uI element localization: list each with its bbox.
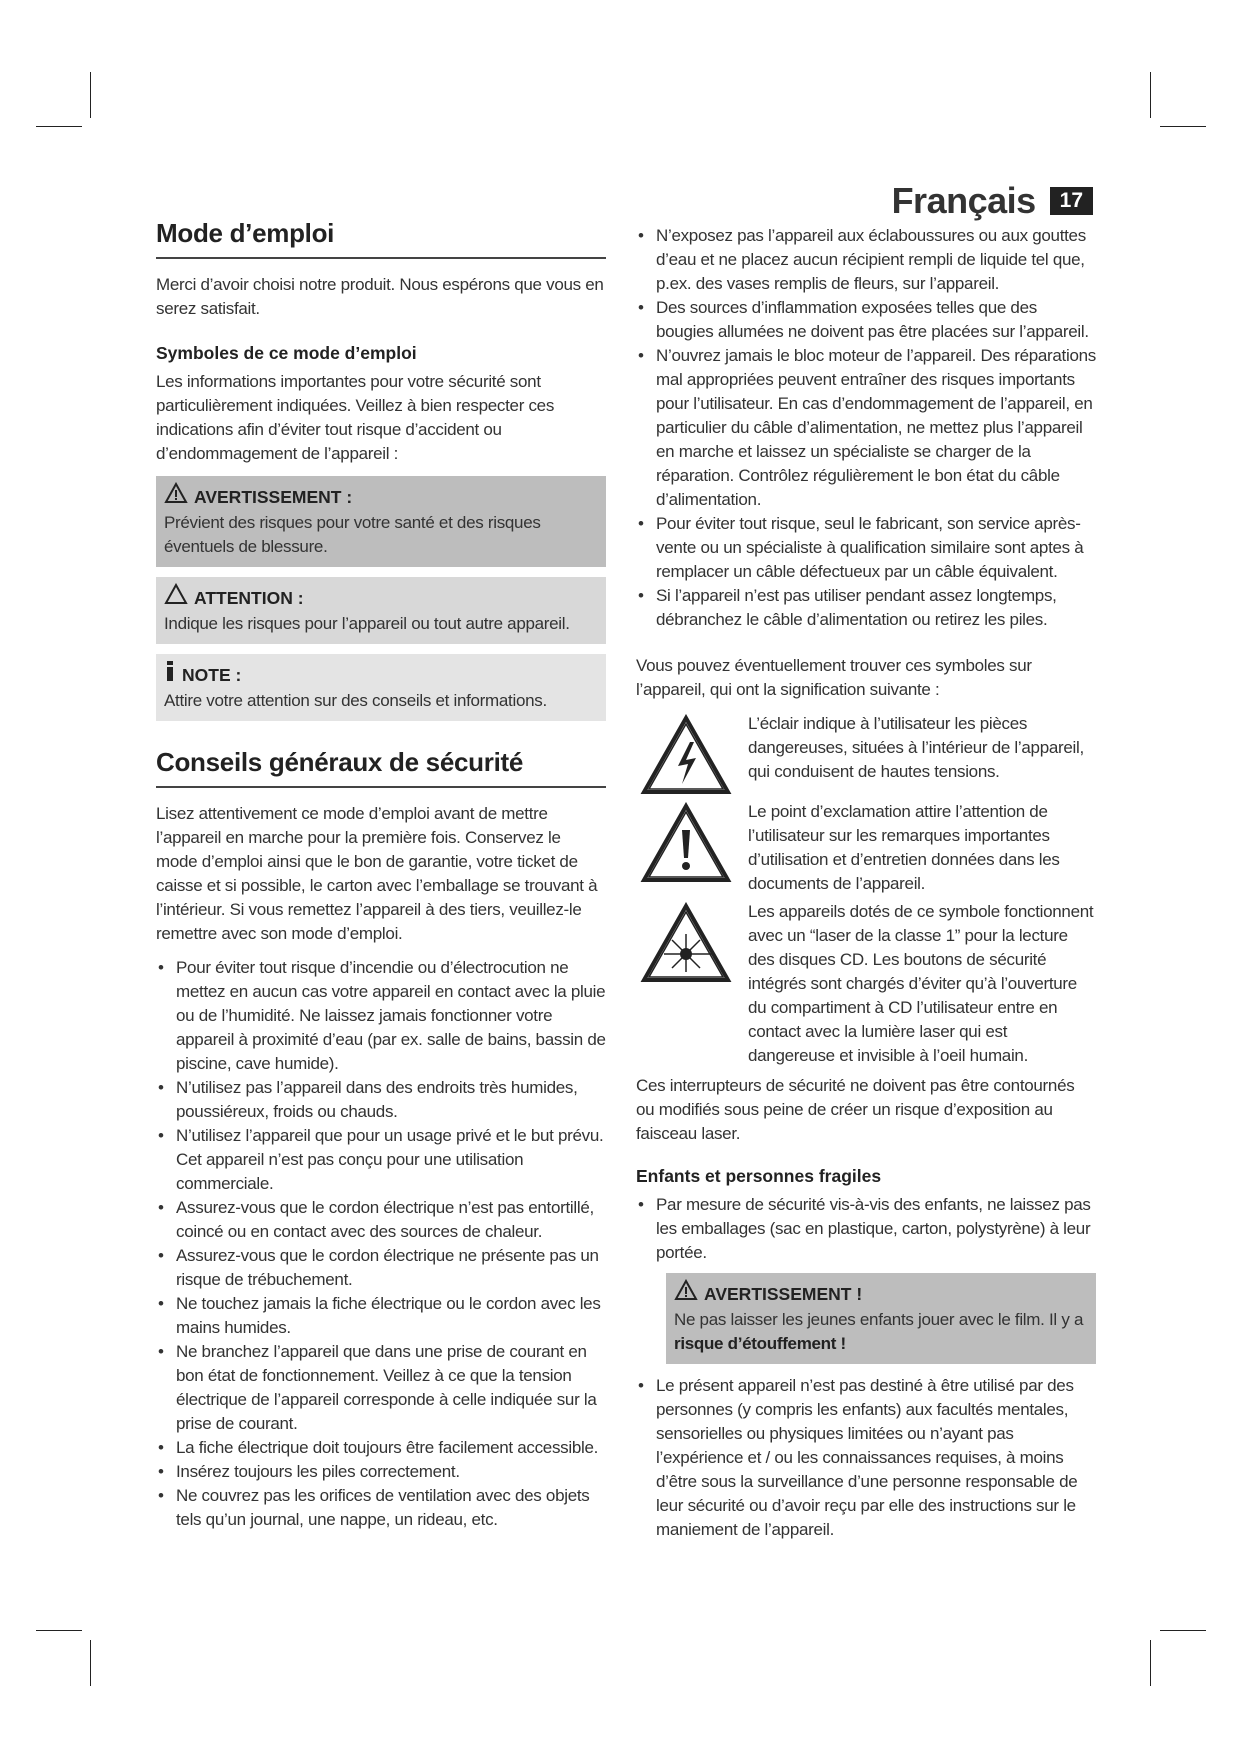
crop-mark [1150,1640,1151,1686]
switches-text: Ces interrupteurs de sécurité ne doivent pas être contournés ou modifiés sous peine de créer un risque d’exposition au faisceau laser. [636,1076,1075,1143]
list-item: • Pour éviter tout risque, seul le fabricant, son service après-vente ou un spécialiste à qualification similaire sont aptes à remplacer un câble défectueux par un câble équivalent. [636,512,1096,584]
safety-title: Conseils généraux de sécurité [156,747,606,788]
warning2-title: AVERTISSEMENT ! [704,1283,863,1304]
list-item: • Par mesure de sécurité vis-à-vis des enfants, ne laissez pas les emballages (sac en plastique, carton, polystyrène) à leur portée. [636,1193,1096,1265]
list-item: • N’ouvrez jamais le bloc moteur de l’appareil. Des réparations mal appropriées peuvent entraîner des risques importants pour l’utilisateur. En cas d’endommagement de l’appareil, en particulier du câble d’alimentation, ne mettez plus l’appareil en marche et laissez un spécialiste se charger de la réparation. Contrôlez régulièrement le bon état du câble d’alimentation. [636,344,1096,512]
symbols-heading: Symboles de ce mode d’emploi [156,343,417,363]
crop-mark [1150,72,1151,118]
warning-title: AVERTISSEMENT : [194,486,353,507]
list-item: • N’exposez pas l’appareil aux éclaboussures ou aux gouttes d’eau et ne placez aucun récipient rempli de liquide tel que, p.ex. des vases remplis de fleurs, sur l’appareil. [636,224,1096,296]
list-item: • Ne touchez jamais la fiche électrique ou le cordon avec les mains humides. [156,1292,606,1340]
crop-mark [90,72,91,118]
attention-text: Indique les risques pour l’appareil ou tout autre appareil. [164,614,570,633]
safety-intro: Lisez attentivement ce mode d’emploi avant de mettre l’appareil en marche pour la première fois. Conservez le mode d’emploi ainsi que le bon de garantie, votre ticket de caisse et si possible, le carton avec l’emballage se trouvant à l’intérieur. Si vous remettez l’appareil à des tiers, veuillez-le remettre avec son mode d’emploi. [156,804,598,943]
list-item: • Ne couvrez pas les orifices de ventilation avec des objets tels qu’un journal, une nappe, un rideau, etc. [156,1484,606,1532]
children-list-2 [636,1374,1096,1542]
symbols-text: Les informations importantes pour votre sécurité sont particulièrement indiquées. Veillez à bien respecter ces indications afin d’éviter tout risque d’accident ou d’endommagement de l’appareil : [156,372,555,463]
children-heading: Enfants et personnes fragiles [636,1166,882,1186]
warning-box [156,476,606,567]
list-item: • Si l’appareil n’est pas utiliser pendant assez longtemps, débranchez le câble d’alimentation ou retirez les piles. [636,584,1096,632]
symbol-row-exclamation [636,800,1096,896]
warning2-bold: risque d’étouffement ! [674,1334,846,1353]
intro-text: Merci d’avoir choisi notre produit. Nous espérons que vous en serez satisfait. [156,275,604,318]
safety-list [156,956,606,1532]
warning-text: Prévient des risques pour votre santé et des risques éventuels de blessure. [164,513,541,556]
right-column [636,224,1096,1542]
lightning-text: L’éclair indique à l’utilisateur les pièces dangereuses, situées à l’intérieur de l’appareil, qui conduisent de hautes tensions. [748,714,1084,781]
safety-list-continued [636,224,1096,632]
attention-box [156,577,606,644]
warning-box-children [666,1273,1096,1364]
children-list [636,1193,1096,1265]
list-item: • Assurez-vous que le cordon électrique ne présente pas un risque de trébuchement. [156,1244,606,1292]
note-title: NOTE : [182,664,242,685]
warning-triangle-icon [164,482,188,511]
list-item: • Assurez-vous que le cordon électrique n’est pas entortillé, coincé ou en contact avec des sources de chaleur. [156,1196,606,1244]
list-item: • Pour éviter tout risque d’incendie ou d’électrocution ne mettez en aucun cas votre appareil en contact avec la pluie ou de l’humidité. Ne laissez jamais fonctionner votre appareil à proximité d’eau (par ex. salle de bains, bassin de piscine, cave humide). [156,956,606,1076]
page-number: 17 [1050,187,1093,215]
exclamation-warning-icon [636,800,736,896]
symbols-intro: Vous pouvez éventuellement trouver ces symboles sur l’appareil, qui ont la signification suivante : [636,656,1032,699]
mode-title: Mode d’emploi [156,218,606,259]
crop-mark [1160,126,1206,127]
list-item: • Ne branchez l’appareil que dans une prise de courant en bon état de fonctionnement. Veillez à ce que la tension électrique de l’appareil corresponde à celle indiquée sur la prise de courant. [156,1340,606,1436]
attention-title: ATTENTION : [194,587,304,608]
crop-mark [1160,1630,1206,1631]
list-item: • Des sources d’inflammation exposées telles que des bougies allumées ne doivent pas être placées sur l’appareil. [636,296,1096,344]
info-icon [164,660,176,689]
left-column [156,218,606,1532]
list-item: • La fiche électrique doit toujours être facilement accessible. [156,1436,606,1460]
lightning-warning-icon [636,712,736,796]
symbol-row-laser [636,900,1096,1068]
laser-warning-icon [636,900,736,1068]
warning-triangle-icon [674,1279,698,1308]
list-item: • N’utilisez l’appareil que pour un usage privé et le but prévu. Cet appareil n’est pas conçu pour une utilisation commerciale. [156,1124,606,1196]
exclamation-text: Le point d’exclamation attire l’attention de l’utilisateur sur les remarques importantes d’utilisation et d’entretien données dans les documents de l’appareil. [748,802,1060,893]
note-box [156,654,606,721]
crop-mark [90,1640,91,1686]
crop-mark [36,126,82,127]
language-label: Français [891,180,1036,221]
note-text: Attire votre attention sur des conseils et informations. [164,691,547,710]
attention-triangle-icon [164,583,188,612]
list-item: • N’utilisez pas l’appareil dans des endroits très humides, poussiéreux, froids ou chauds. [156,1076,606,1124]
laser-text: Les appareils dotés de ce symbole fonctionnent avec un “laser de la classe 1” pour la lecture des disques CD. Les boutons de sécurité intégrés sont chargés d’éviter qu’à l’ouverture du compartiment à CD l’utilisateur entre en contact avec la lumière laser qui est dangereuse et invisible à l’oeil humain. [748,902,1094,1065]
crop-mark [36,1630,82,1631]
symbol-row-lightning [636,712,1096,796]
list-item: • Le présent appareil n’est pas destiné à être utilisé par des personnes (y compris les enfants) aux facultés mentales, sensorielles ou physiques limitées ou n’ayant pas l’expérience et / ou les connaissances requises, à moins d’être sous la surveillance d’une personne responsable de leur sécurité ou d’avoir reçu par elle des instructions sur le maniement de l’appareil. [636,1374,1096,1542]
list-item: • Insérez toujours les piles correctement. [156,1460,606,1484]
page-header [892,180,1093,222]
warning2-text: Ne pas laisser les jeunes enfants jouer avec le film. Il y a [674,1310,1084,1329]
